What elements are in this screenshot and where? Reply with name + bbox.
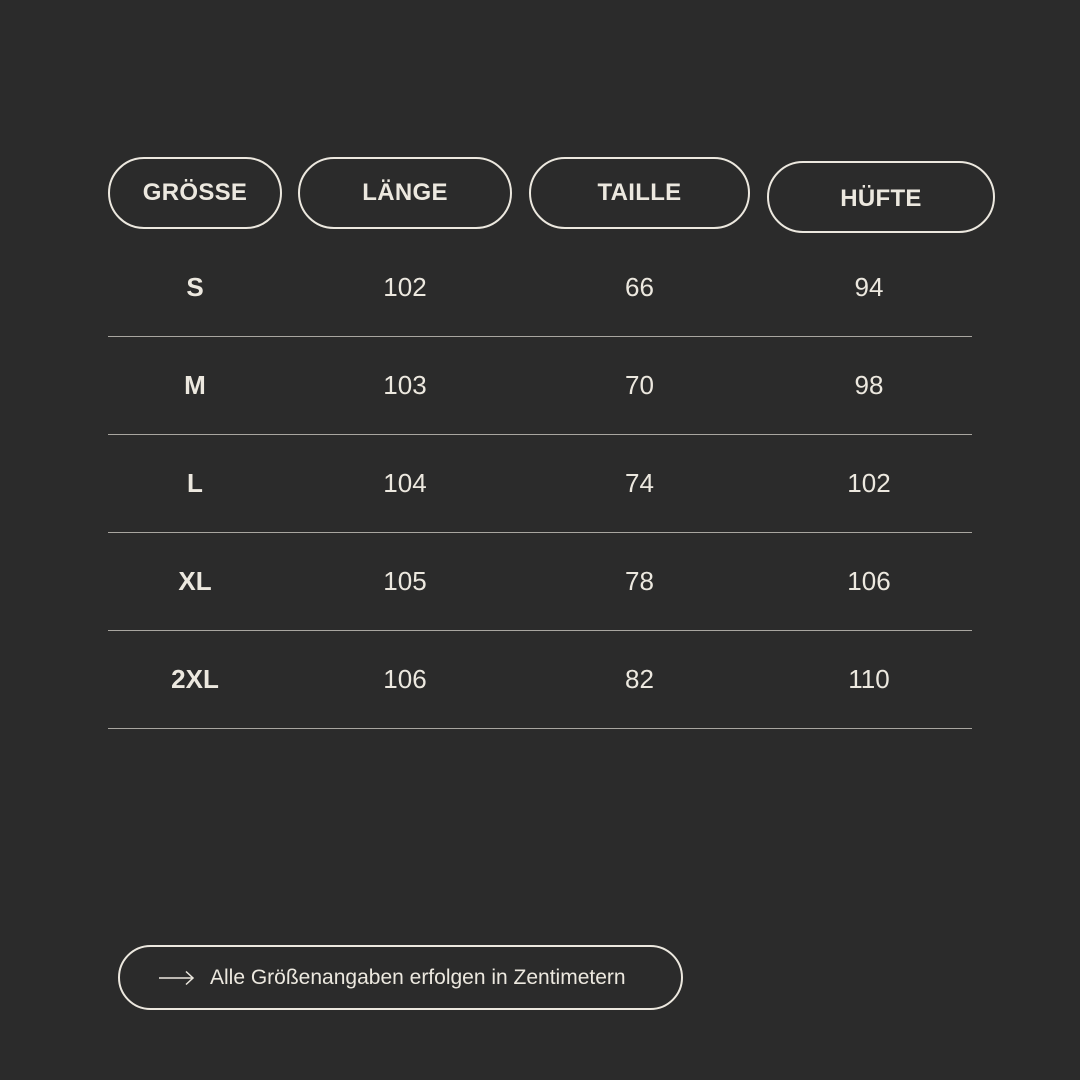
laenge-cell: 102 bbox=[383, 272, 427, 302]
header-taille: TAILLE bbox=[529, 157, 750, 229]
unit-note-text: Alle Größenangaben erfolgen in Zentimetern bbox=[210, 965, 626, 989]
size-cell: XL bbox=[178, 566, 212, 596]
table-row bbox=[108, 337, 972, 435]
table-row bbox=[108, 435, 972, 533]
huefte-cell: 98 bbox=[854, 370, 884, 400]
laenge-cell: 103 bbox=[383, 370, 427, 400]
laenge-cell: 105 bbox=[383, 566, 427, 596]
laenge-cell: 104 bbox=[383, 468, 427, 498]
taille-cell: 74 bbox=[625, 468, 654, 498]
unit-note bbox=[118, 945, 683, 1010]
huefte-cell: 110 bbox=[848, 664, 890, 694]
size-cell: L bbox=[187, 468, 203, 498]
taille-cell: 78 bbox=[625, 566, 654, 596]
huefte-cell: 102 bbox=[847, 468, 891, 498]
table-row bbox=[108, 239, 972, 337]
table-row bbox=[108, 631, 972, 729]
size-cell: M bbox=[184, 370, 206, 400]
huefte-cell: 106 bbox=[847, 566, 891, 596]
header-huefte: HÜFTE bbox=[767, 161, 995, 233]
size-table bbox=[108, 239, 972, 729]
size-cell: 2XL bbox=[171, 664, 219, 694]
taille-cell: 70 bbox=[625, 370, 654, 400]
taille-cell: 66 bbox=[625, 272, 654, 302]
arrow-right-icon bbox=[158, 970, 196, 986]
size-cell: S bbox=[186, 272, 204, 302]
taille-cell: 82 bbox=[625, 664, 654, 694]
laenge-cell: 106 bbox=[383, 664, 427, 694]
header-laenge: LÄNGE bbox=[298, 157, 512, 229]
table-row bbox=[108, 533, 972, 631]
huefte-cell: 94 bbox=[854, 272, 884, 302]
header-groesse: GRÖSSE bbox=[108, 157, 282, 229]
